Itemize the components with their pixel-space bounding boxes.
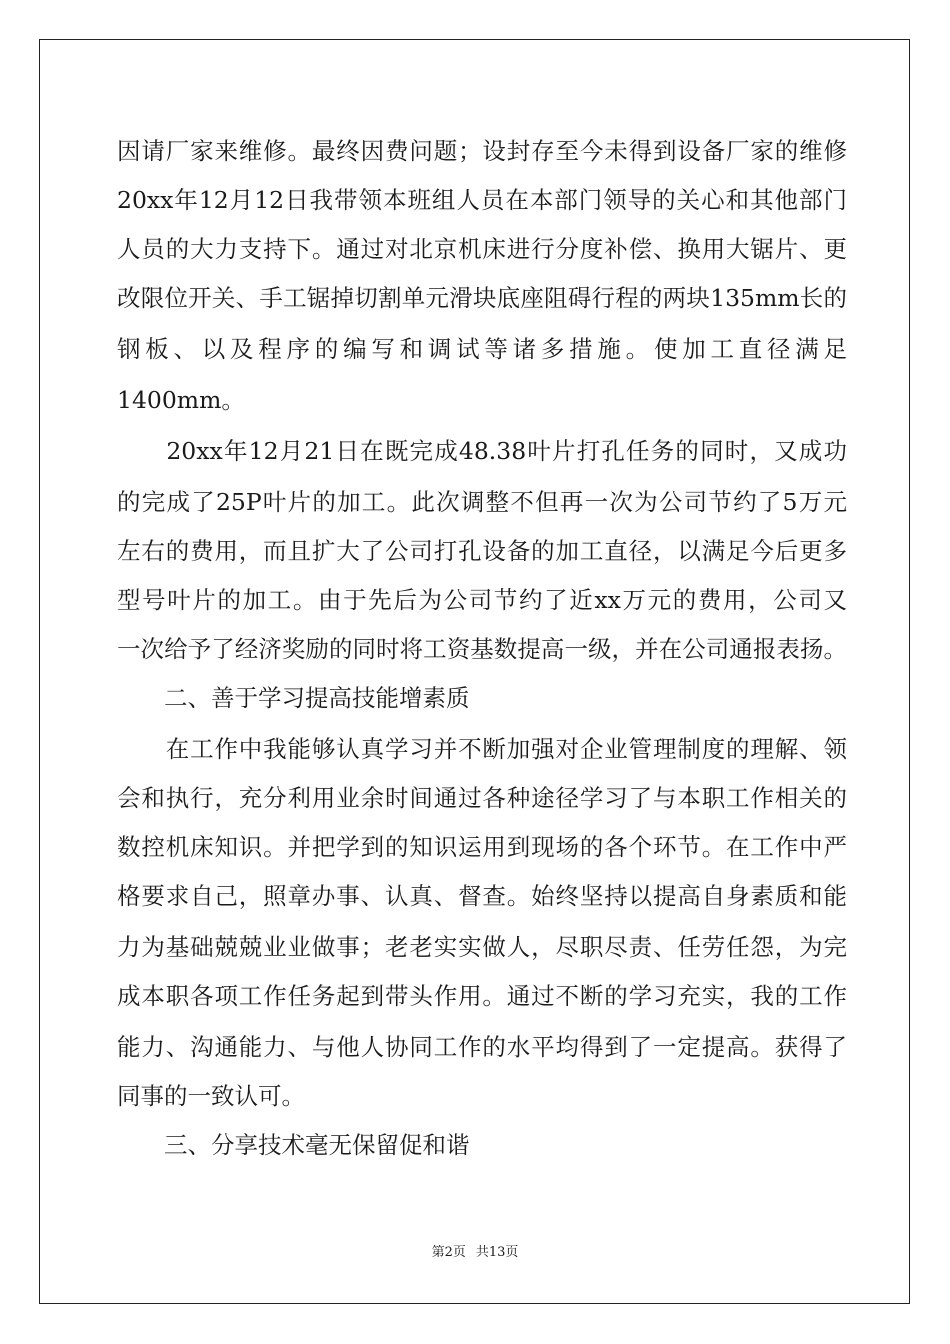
body-text-line: 1400mm。 <box>117 386 245 414</box>
body-text-line: 左右的费用，而且扩大了公司打孔设备的加工直径，以满足今后更多 <box>117 537 847 565</box>
body-text-line: 数控机床知识。并把学到的知识运用到现场的各个环节。在工作中严 <box>117 833 847 861</box>
body-text-line: 能力、沟通能力、与他人协同工作的水平均得到了一定提高。获得了 <box>117 1033 847 1061</box>
body-text-line: 一次给予了经济奖励的同时将工资基数提高一级，并在公司通报表扬。 <box>117 635 847 663</box>
section-heading: 二、善于学习提高技能增素质 <box>117 684 470 712</box>
page-number: 第2页 <box>431 1245 466 1260</box>
page-total: 共13页 <box>475 1245 519 1260</box>
page-footer <box>0 1244 950 1262</box>
body-text-line: 成本职各项工作任务起到带头作用。通过不断的学习充实，我的工作 <box>117 982 847 1010</box>
body-text-line: 钢板、以及程序的编写和调试等诸多措施。使加工直径满足 <box>117 335 847 363</box>
body-text-line: 20xx年12月21日在既完成48.38叶片打孔任务的同时，又成功 <box>117 437 847 465</box>
body-text-line: 因请厂家来维修。最终因费问题；设封存至今未得到设备厂家的维修 <box>117 137 847 165</box>
body-text-line: 的完成了25P叶片的加工。此次调整不但再一次为公司节约了5万元 <box>117 488 847 516</box>
body-text-line: 在工作中我能够认真学习并不断加强对企业管理制度的理解、领 <box>117 735 847 763</box>
section-heading: 三、分享技术毫无保留促和谐 <box>117 1131 470 1159</box>
body-text-line: 20xx年12月12日我带领本班组人员在本部门领导的关心和其他部门 <box>117 186 847 214</box>
body-text-line: 型号叶片的加工。由于先后为公司节约了近xx万元的费用，公司又 <box>117 586 847 614</box>
body-text-line: 同事的一致认可。 <box>117 1082 305 1110</box>
body-text-line: 人员的大力支持下。通过对北京机床进行分度补偿、换用大锯片、更 <box>117 235 847 263</box>
body-text-line: 力为基础兢兢业业做事；老老实实做人，尽职尽责、任劳任怨，为完 <box>117 933 847 961</box>
body-text-line: 格要求自己，照章办事、认真、督查。始终坚持以提高自身素质和能 <box>117 882 847 910</box>
body-text-line: 改限位开关、手工锯掉切割单元滑块底座阻碍行程的两块135mm长的 <box>117 284 847 312</box>
body-text-line: 会和执行，充分利用业余时间通过各种途径学习了与本职工作相关的 <box>117 784 847 812</box>
